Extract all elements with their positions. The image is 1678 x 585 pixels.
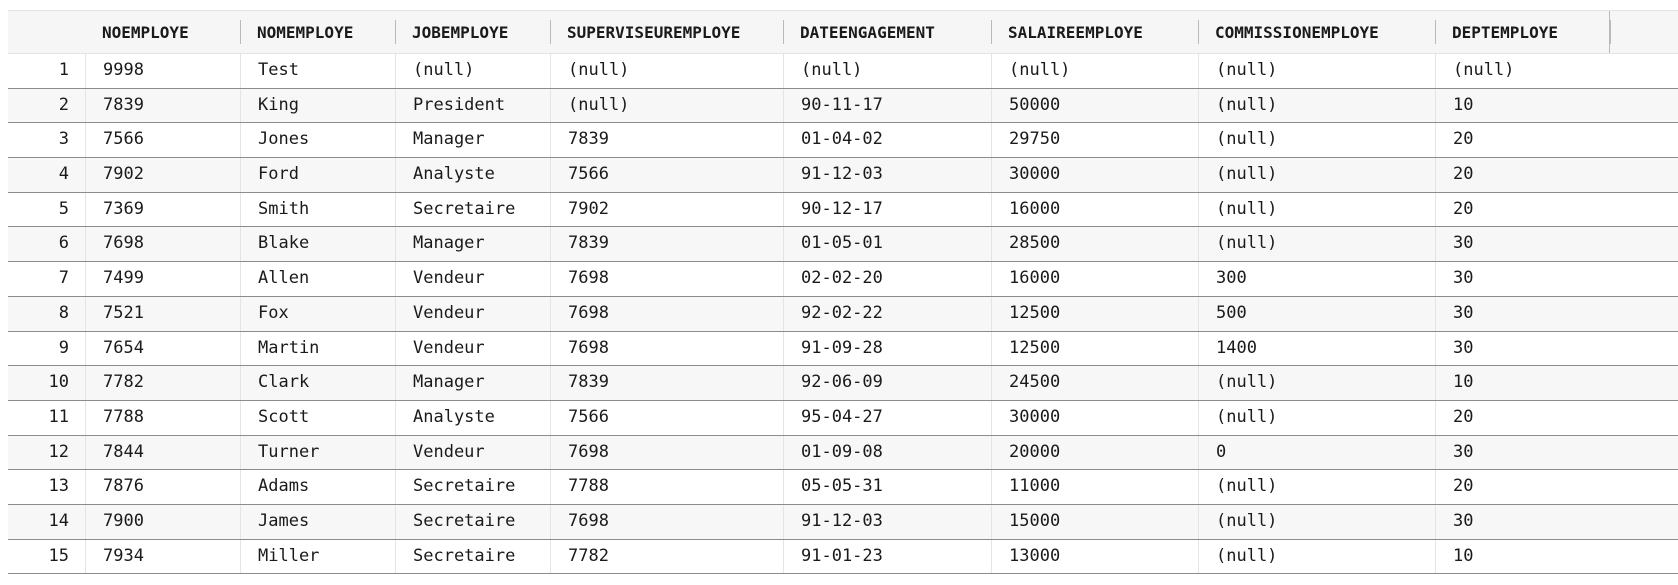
noemploye-cell[interactable]: 7654 xyxy=(85,332,240,366)
commissionemploye-cell[interactable]: (null) xyxy=(1198,123,1435,157)
column-header-nomemploye[interactable]: NOMEMPLOYE xyxy=(240,11,395,53)
jobemploye-cell[interactable]: Secretaire xyxy=(395,193,550,227)
jobemploye-cell[interactable]: Secretaire xyxy=(395,505,550,539)
column-header-filler xyxy=(1609,11,1678,53)
row-number-cell: 3 xyxy=(58,129,69,150)
dateengagement-cell[interactable]: 92-06-09 xyxy=(783,366,991,400)
superviseuremploye-cell[interactable]: 7839 xyxy=(550,123,783,157)
superviseuremploye-cell[interactable]: 7839 xyxy=(550,366,783,400)
noemploye-cell[interactable]: 9998 xyxy=(85,54,240,88)
row-number-cell: 8 xyxy=(58,302,69,323)
dateengagement-cell[interactable]: 02-02-20 xyxy=(783,262,991,296)
dateengagement-cell[interactable]: 91-01-23 xyxy=(783,540,991,574)
grid-header xyxy=(8,10,1678,54)
salaireemploye-cell[interactable]: 16000 xyxy=(991,193,1198,227)
row-number-cell: 5 xyxy=(58,198,69,219)
salaireemploye-cell[interactable]: 13000 xyxy=(991,540,1198,574)
jobemploye-cell[interactable]: Secretaire xyxy=(395,540,550,574)
dateengagement-cell[interactable]: 01-09-08 xyxy=(783,436,991,470)
column-header-commissionemploye[interactable]: COMMISSIONEMPLOYE xyxy=(1198,11,1435,53)
nomemploye-cell[interactable]: Allen xyxy=(240,262,395,296)
commissionemploye-cell[interactable]: 1400 xyxy=(1198,332,1435,366)
table-row[interactable] xyxy=(8,262,1678,297)
table-row[interactable] xyxy=(8,158,1678,193)
commissionemploye-cell[interactable]: (null) xyxy=(1198,193,1435,227)
column-header-dateengagement[interactable]: DATEENGAGEMENT xyxy=(783,11,991,53)
nomemploye-cell[interactable]: Turner xyxy=(240,436,395,470)
jobemploye-cell[interactable]: (null) xyxy=(395,54,550,88)
nomemploye-cell[interactable]: Clark xyxy=(240,366,395,400)
deptemploye-cell[interactable]: 30 xyxy=(1435,227,1609,261)
salaireemploye-cell[interactable]: 30000 xyxy=(991,401,1198,435)
nomemploye-cell[interactable]: Miller xyxy=(240,540,395,574)
commissionemploye-cell[interactable]: 500 xyxy=(1198,297,1435,331)
nomemploye-cell[interactable]: Ford xyxy=(240,158,395,192)
commissionemploye-cell[interactable]: (null) xyxy=(1198,54,1435,88)
noemploye-cell[interactable]: 7876 xyxy=(85,470,240,504)
superviseuremploye-cell[interactable]: 7566 xyxy=(550,158,783,192)
jobemploye-cell[interactable]: Analyste xyxy=(395,158,550,192)
commissionemploye-cell[interactable]: (null) xyxy=(1198,89,1435,123)
deptemploye-cell[interactable]: 20 xyxy=(1435,123,1609,157)
results-grid xyxy=(8,10,1678,574)
commissionemploye-cell[interactable]: (null) xyxy=(1198,540,1435,574)
nomemploye-cell[interactable]: King xyxy=(240,89,395,123)
table-row[interactable] xyxy=(8,470,1678,505)
nomemploye-cell[interactable]: Blake xyxy=(240,227,395,261)
nomemploye-cell[interactable]: Martin xyxy=(240,332,395,366)
jobemploye-cell[interactable]: Manager xyxy=(395,123,550,157)
dateengagement-cell[interactable]: 91-12-03 xyxy=(783,505,991,539)
salaireemploye-cell[interactable]: 24500 xyxy=(991,366,1198,400)
table-row[interactable] xyxy=(8,227,1678,262)
table-row[interactable] xyxy=(8,297,1678,332)
row-number-cell: 7 xyxy=(58,268,69,289)
noemploye-cell[interactable]: 7499 xyxy=(85,262,240,296)
jobemploye-cell[interactable]: Secretaire xyxy=(395,470,550,504)
superviseuremploye-cell[interactable]: 7566 xyxy=(550,401,783,435)
row-number-cell: 12 xyxy=(48,441,69,462)
salaireemploye-cell[interactable]: 20000 xyxy=(991,436,1198,470)
nomemploye-cell[interactable]: Adams xyxy=(240,470,395,504)
nomemploye-cell[interactable]: Scott xyxy=(240,401,395,435)
noemploye-cell[interactable]: 7521 xyxy=(85,297,240,331)
table-row[interactable] xyxy=(8,366,1678,401)
noemploye-cell[interactable]: 7698 xyxy=(85,227,240,261)
superviseuremploye-cell[interactable]: 7698 xyxy=(550,332,783,366)
grid-body xyxy=(8,54,1678,574)
dateengagement-cell[interactable]: 05-05-31 xyxy=(783,470,991,504)
deptemploye-cell[interactable]: 30 xyxy=(1435,436,1609,470)
noemploye-cell[interactable]: 7782 xyxy=(85,366,240,400)
dateengagement-cell[interactable]: 01-05-01 xyxy=(783,227,991,261)
salaireemploye-cell[interactable]: 12500 xyxy=(991,297,1198,331)
jobemploye-cell[interactable]: Vendeur xyxy=(395,262,550,296)
superviseuremploye-cell[interactable]: 7788 xyxy=(550,470,783,504)
superviseuremploye-cell[interactable]: 7698 xyxy=(550,436,783,470)
salaireemploye-cell[interactable]: (null) xyxy=(991,54,1198,88)
salaireemploye-cell[interactable]: 50000 xyxy=(991,89,1198,123)
superviseuremploye-cell[interactable]: 7698 xyxy=(550,262,783,296)
table-row[interactable] xyxy=(8,123,1678,158)
nomemploye-cell[interactable]: Test xyxy=(240,54,395,88)
dateengagement-cell[interactable]: 90-12-17 xyxy=(783,193,991,227)
superviseuremploye-cell[interactable]: 7698 xyxy=(550,297,783,331)
column-header-salaireemploye[interactable]: SALAIREEMPLOYE xyxy=(991,11,1198,53)
dateengagement-cell[interactable]: 90-11-17 xyxy=(783,89,991,123)
noemploye-cell[interactable]: 7369 xyxy=(85,193,240,227)
jobemploye-cell[interactable]: Vendeur xyxy=(395,332,550,366)
row-number-cell: 15 xyxy=(48,545,69,566)
row-number-header[interactable] xyxy=(8,11,85,53)
column-header-jobemploye[interactable]: JOBEMPLOYE xyxy=(395,11,550,53)
row-number-cell: 2 xyxy=(58,94,69,115)
commissionemploye-cell[interactable]: (null) xyxy=(1198,227,1435,261)
salaireemploye-cell[interactable]: 11000 xyxy=(991,470,1198,504)
deptemploye-cell[interactable]: 30 xyxy=(1435,505,1609,539)
deptemploye-cell[interactable]: 30 xyxy=(1435,332,1609,366)
salaireemploye-cell[interactable]: 29750 xyxy=(991,123,1198,157)
nomemploye-cell[interactable]: James xyxy=(240,505,395,539)
noemploye-cell[interactable]: 7844 xyxy=(85,436,240,470)
commissionemploye-cell[interactable]: (null) xyxy=(1198,158,1435,192)
deptemploye-cell[interactable]: 20 xyxy=(1435,470,1609,504)
deptemploye-cell[interactable]: 20 xyxy=(1435,401,1609,435)
table-row[interactable] xyxy=(8,89,1678,124)
column-header-deptemploye[interactable]: DEPTEMPLOYE xyxy=(1435,11,1609,53)
row-number-cell: 11 xyxy=(48,406,69,427)
commissionemploye-cell[interactable]: (null) xyxy=(1198,470,1435,504)
salaireemploye-cell[interactable]: 15000 xyxy=(991,505,1198,539)
superviseuremploye-cell[interactable]: 7782 xyxy=(550,540,783,574)
dateengagement-cell[interactable]: 92-02-22 xyxy=(783,297,991,331)
deptemploye-cell[interactable]: (null) xyxy=(1435,54,1609,88)
row-number-cell: 4 xyxy=(58,164,69,185)
nomemploye-cell[interactable]: Jones xyxy=(240,123,395,157)
dateengagement-cell[interactable]: 91-09-28 xyxy=(783,332,991,366)
table-row[interactable] xyxy=(8,332,1678,367)
nomemploye-cell[interactable]: Smith xyxy=(240,193,395,227)
dateengagement-cell[interactable]: 95-04-27 xyxy=(783,401,991,435)
table-row[interactable] xyxy=(8,540,1678,575)
salaireemploye-cell[interactable]: 30000 xyxy=(991,158,1198,192)
superviseuremploye-cell[interactable]: 7839 xyxy=(550,227,783,261)
deptemploye-cell[interactable]: 30 xyxy=(1435,262,1609,296)
salaireemploye-cell[interactable]: 12500 xyxy=(991,332,1198,366)
dateengagement-cell[interactable]: (null) xyxy=(783,54,991,88)
row-number-cell: 13 xyxy=(48,476,69,497)
row-number-cell: 6 xyxy=(58,233,69,254)
deptemploye-cell[interactable]: 20 xyxy=(1435,158,1609,192)
row-number-cell: 1 xyxy=(58,60,69,80)
superviseuremploye-cell[interactable]: 7698 xyxy=(550,505,783,539)
commissionemploye-cell[interactable]: 0 xyxy=(1198,436,1435,470)
row-number-cell: 10 xyxy=(48,372,69,393)
commissionemploye-cell[interactable]: 300 xyxy=(1198,262,1435,296)
noemploye-cell[interactable]: 7900 xyxy=(85,505,240,539)
jobemploye-cell[interactable]: President xyxy=(395,89,550,123)
dateengagement-cell[interactable]: 01-04-02 xyxy=(783,123,991,157)
noemploye-cell[interactable]: 7934 xyxy=(85,540,240,574)
deptemploye-cell[interactable]: 10 xyxy=(1435,540,1609,574)
noemploye-cell[interactable]: 7902 xyxy=(85,158,240,192)
jobemploye-cell[interactable]: Analyste xyxy=(395,401,550,435)
salaireemploye-cell[interactable]: 28500 xyxy=(991,227,1198,261)
deptemploye-cell[interactable]: 20 xyxy=(1435,193,1609,227)
jobemploye-cell[interactable]: Vendeur xyxy=(395,297,550,331)
superviseuremploye-cell[interactable]: 7902 xyxy=(550,193,783,227)
superviseuremploye-cell[interactable]: (null) xyxy=(550,54,783,88)
superviseuremploye-cell[interactable]: (null) xyxy=(550,89,783,123)
jobemploye-cell[interactable]: Vendeur xyxy=(395,436,550,470)
table-row[interactable] xyxy=(8,505,1678,540)
salaireemploye-cell[interactable]: 16000 xyxy=(991,262,1198,296)
noemploye-cell[interactable]: 7839 xyxy=(85,89,240,123)
column-header-noemploye[interactable]: NOEMPLOYE xyxy=(102,23,189,42)
row-number-cell: 14 xyxy=(48,510,69,531)
row-number-cell: 9 xyxy=(58,337,69,358)
commissionemploye-cell[interactable]: (null) xyxy=(1198,366,1435,400)
commissionemploye-cell[interactable]: (null) xyxy=(1198,401,1435,435)
commissionemploye-cell[interactable]: (null) xyxy=(1198,505,1435,539)
jobemploye-cell[interactable]: Manager xyxy=(395,366,550,400)
column-header-superviseuremploye[interactable]: SUPERVISEUREMPLOYE xyxy=(550,11,783,53)
table-row[interactable] xyxy=(8,401,1678,436)
noemploye-cell[interactable]: 7788 xyxy=(85,401,240,435)
nomemploye-cell[interactable]: Fox xyxy=(240,297,395,331)
deptemploye-cell[interactable]: 10 xyxy=(1435,89,1609,123)
deptemploye-cell[interactable]: 30 xyxy=(1435,297,1609,331)
jobemploye-cell[interactable]: Manager xyxy=(395,227,550,261)
table-row[interactable] xyxy=(8,193,1678,228)
noemploye-cell[interactable]: 7566 xyxy=(85,123,240,157)
table-row[interactable] xyxy=(8,54,1678,89)
dateengagement-cell[interactable]: 91-12-03 xyxy=(783,158,991,192)
table-row[interactable] xyxy=(8,436,1678,471)
deptemploye-cell[interactable]: 10 xyxy=(1435,366,1609,400)
